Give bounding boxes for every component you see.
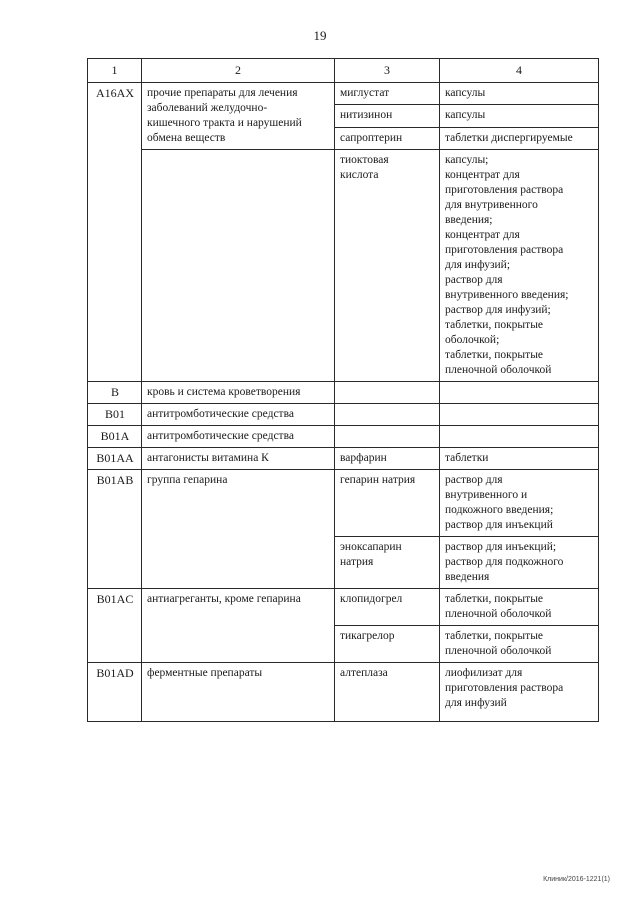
group-name-cell: ферментные препараты <box>142 663 335 722</box>
table-row <box>88 589 599 626</box>
dosage-form-cell: раствор для инъекций; раствор для подкожного введения <box>440 537 599 589</box>
group-name-cell: кровь и система кроветворения <box>142 382 335 404</box>
dosage-form-cell: таблетки диспергируемые <box>440 127 599 149</box>
group-name-cell: антагонисты витамина К <box>142 448 335 470</box>
group-name-cell <box>142 150 335 382</box>
drug-name-cell: гепарин натрия <box>335 470 440 537</box>
table-row <box>88 470 599 537</box>
atc-code-cell: B01 <box>88 404 142 426</box>
drug-name-cell <box>335 426 440 448</box>
table-row <box>88 448 599 470</box>
dosage-form-cell: таблетки <box>440 448 599 470</box>
drug-list-table <box>87 58 599 722</box>
dosage-form-cell <box>440 382 599 404</box>
dosage-form-cell: раствор для внутривенного и подкожного введения; раствор для инъекций <box>440 470 599 537</box>
group-name-cell: прочие препараты для лечения заболеваний желудочно- кишечного тракта и нарушений обмена веществ <box>142 83 335 150</box>
table-row <box>88 150 599 382</box>
document-footer-code: Клиник/2016-1221(1) <box>543 876 610 883</box>
drug-name-cell <box>335 382 440 404</box>
dosage-form-cell <box>440 426 599 448</box>
atc-code-cell: B01AA <box>88 448 142 470</box>
column-header-2: 2 <box>142 59 335 83</box>
atc-code-cell: B01AD <box>88 663 142 722</box>
group-name-cell: группа гепарина <box>142 470 335 589</box>
dosage-form-cell: капсулы; концентрат для приготовления раствора для внутривенного введения; концентрат для приготовления раствора для инфузий; раствор для внутривенного введения; раствор для инфузий; таблетки, покрытые оболочкой; таблетки, покрытые пленочной оболочкой <box>440 150 599 382</box>
drug-name-cell: варфарин <box>335 448 440 470</box>
drug-name-cell: клопидогрел <box>335 589 440 626</box>
table-row <box>88 83 599 105</box>
table-row <box>88 426 599 448</box>
table-row <box>88 382 599 404</box>
atc-code-cell: B <box>88 382 142 404</box>
atc-code-cell: B01AB <box>88 470 142 589</box>
dosage-form-cell: капсулы <box>440 83 599 105</box>
dosage-form-cell: таблетки, покрытые пленочной оболочкой <box>440 589 599 626</box>
dosage-form-cell: капсулы <box>440 105 599 127</box>
atc-code-cell: B01A <box>88 426 142 448</box>
group-name-cell: антитромботические средства <box>142 404 335 426</box>
drug-name-cell: миглустат <box>335 83 440 105</box>
dosage-form-cell: лиофилизат для приготовления раствора для инфузий <box>440 663 599 722</box>
group-name-cell: антитромботические средства <box>142 426 335 448</box>
atc-code-cell: B01AC <box>88 589 142 663</box>
table-row <box>88 663 599 722</box>
column-header-1: 1 <box>88 59 142 83</box>
table-header-row <box>88 59 599 83</box>
drug-name-cell: алтеплаза <box>335 663 440 722</box>
atc-code-cell: A16AX <box>88 83 142 382</box>
drug-name-cell: тиоктовая кислота <box>335 150 440 382</box>
drug-name-cell: тикагрелор <box>335 626 440 663</box>
group-name-cell: антиагреганты, кроме гепарина <box>142 589 335 663</box>
dosage-form-cell <box>440 404 599 426</box>
column-header-3: 3 <box>335 59 440 83</box>
table-row <box>88 404 599 426</box>
drug-name-cell: эноксапарин натрия <box>335 537 440 589</box>
dosage-form-cell: таблетки, покрытые пленочной оболочкой <box>440 626 599 663</box>
drug-name-cell: сапроптерин <box>335 127 440 149</box>
drug-name-cell: нитизинон <box>335 105 440 127</box>
column-header-4: 4 <box>440 59 599 83</box>
drug-name-cell <box>335 404 440 426</box>
page-number: 19 <box>313 28 327 43</box>
